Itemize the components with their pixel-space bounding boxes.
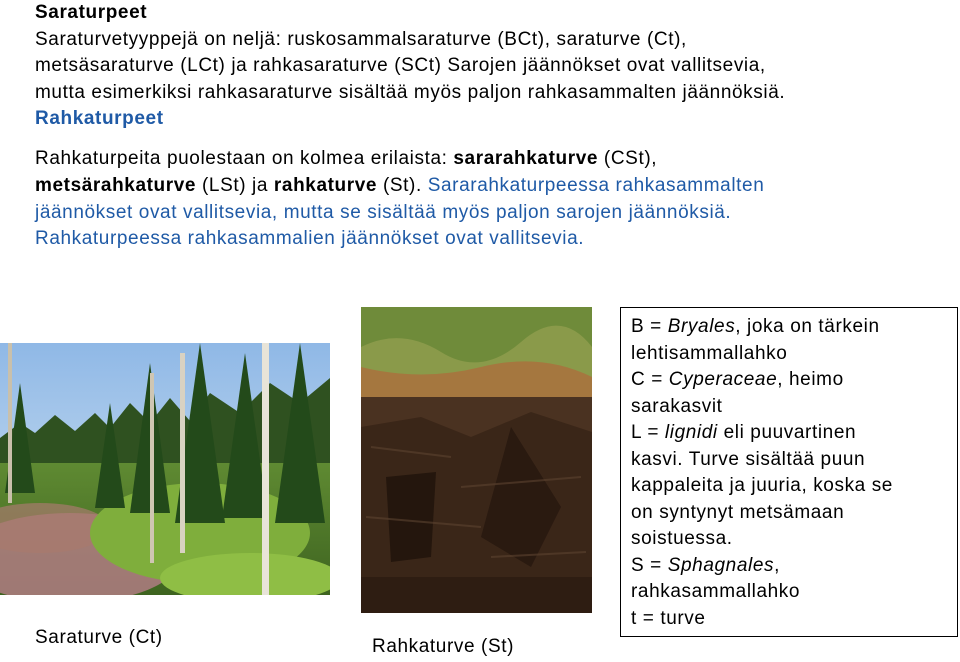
text-run: (St).: [377, 175, 428, 196]
heading-rahkaturpeet: Rahkaturpeet: [35, 108, 164, 129]
legend-line: [631, 420, 947, 447]
legend-line: on syntynyt metsämaan: [631, 501, 845, 523]
peat-profile-image: [361, 307, 592, 613]
text-run: Rahkaturpeita puolestaan on kolmea erilaista:: [35, 148, 454, 169]
paragraph-line: [35, 146, 657, 172]
term-bryales: Bryales: [667, 316, 736, 337]
heading-saraturpeet: Saraturpeet: [35, 2, 148, 23]
term-lignidi: lignidi: [664, 422, 718, 443]
peat-profile-photo: [361, 307, 592, 613]
text-run-blue: Sararahkaturpeessa rahkasammalten: [427, 175, 765, 196]
paragraph-line: metsäsaraturve (LCt) ja rahkasaraturve (SCt) Sarojen jäännökset ovat vallitsevia,: [35, 55, 766, 76]
text-run: (CSt),: [598, 148, 658, 169]
text-run: , heimo: [777, 369, 844, 390]
caption-rahkaturve: Rahkaturve (St): [372, 636, 515, 657]
text-run: ,: [774, 554, 780, 576]
paragraph-line: mutta esimerkiksi rahkasaraturve sisältää myös paljon rahkasammalten jäännöksiä.: [35, 82, 786, 103]
legend-line: [631, 367, 947, 394]
paragraph-line: Saraturvetyyppejä on neljä: ruskosammalsaraturve (BCt), saraturve (Ct),: [35, 29, 687, 50]
legend-line: kasvi. Turve sisältää puun: [631, 448, 866, 470]
paragraph-line: Rahkaturpeessa rahkasammalien jäännökset ovat vallitsevia.: [35, 228, 585, 249]
legend-line: t = turve: [631, 607, 706, 629]
text-run: (LSt) ja: [196, 175, 274, 196]
legend-line: rahkasammallahko: [631, 581, 801, 602]
abbreviation-legend-box: [620, 307, 958, 637]
paragraph-line: jäännökset ovat vallitsevia, mutta se sisältää myös paljon sarojen jäännöksiä.: [35, 202, 732, 223]
text-run: S =: [631, 554, 668, 576]
text-run: , joka on tärkein: [735, 316, 880, 337]
text-run: L =: [631, 422, 665, 443]
legend-line: soistuessa.: [631, 528, 733, 549]
text-run: C =: [631, 369, 669, 390]
forest-bog-image: [0, 343, 330, 595]
term-sararahkaturve: sararahkaturve: [453, 148, 599, 169]
term-rahkaturve: rahkaturve: [273, 175, 378, 196]
legend-line: kappaleita ja juuria, koska se: [631, 475, 893, 496]
term-cyperaceae: Cyperaceae: [668, 369, 778, 390]
term-sphagnales: Sphagnales: [667, 554, 775, 576]
text-run: eli puuvartinen: [717, 422, 857, 443]
paragraph-line: [35, 173, 764, 199]
legend-line: lehtisammallahko: [631, 342, 788, 364]
term-metsarahkaturve: metsärahkaturve: [35, 175, 197, 196]
legend-line: sarakasvit: [631, 395, 723, 417]
caption-saraturve: Saraturve (Ct): [35, 627, 163, 648]
legend-line: [631, 314, 947, 341]
legend-line: [631, 553, 947, 580]
forest-bog-photo: [0, 343, 330, 595]
text-run: B =: [631, 316, 668, 337]
